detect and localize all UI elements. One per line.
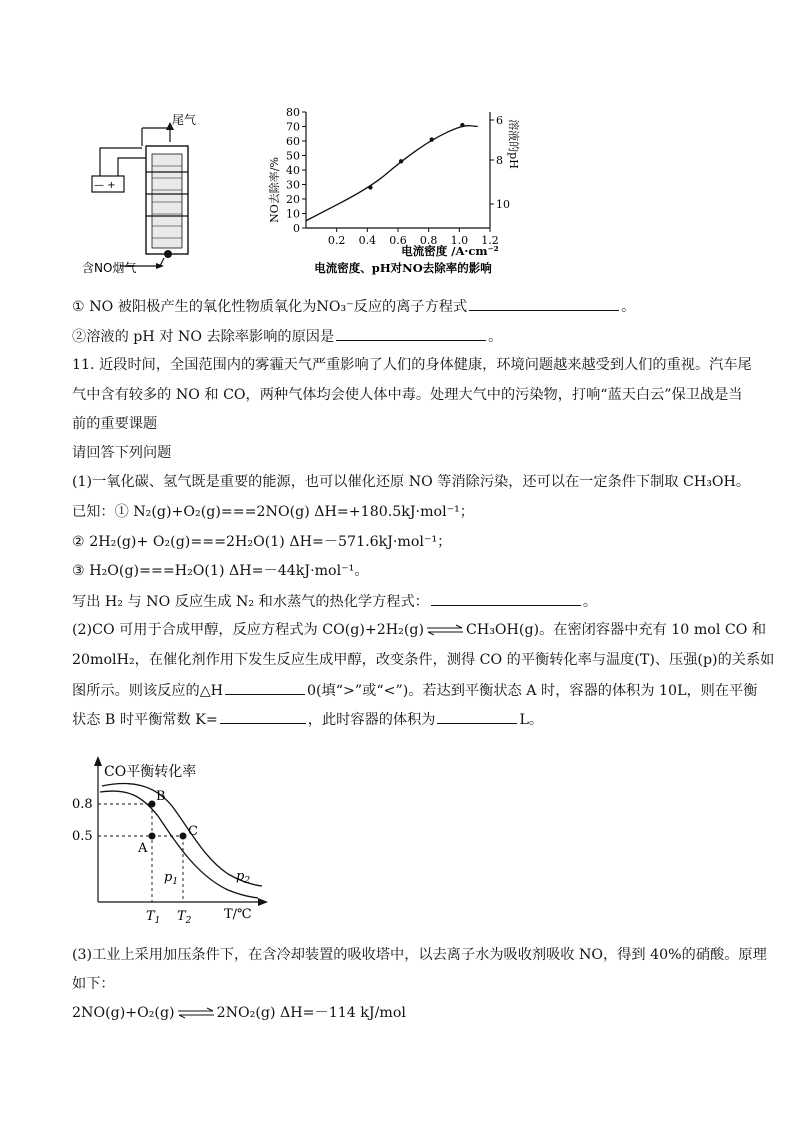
x-tick-label: 1.0: [450, 234, 469, 247]
y-tick-label: 0.5: [72, 829, 93, 844]
x-axis-title: T/℃: [224, 907, 252, 922]
answer-blank-2[interactable]: [336, 326, 486, 341]
part3-line-b: 如下：: [72, 976, 115, 992]
y-axis-arrow-icon: [94, 756, 102, 766]
x-tick-label: 0.8: [419, 234, 438, 247]
x-tick-t2: $T_2$: [177, 909, 192, 926]
y-tick-label: 0.8: [72, 797, 93, 812]
y-left-tick-label: 70: [286, 120, 300, 134]
part3-line-a: (3)工业上采用加压条件下，在含冷却装置的吸收塔中，以去离子水为吸收剂吸收 NO，得到 40%的硝酸。原理: [72, 947, 767, 963]
sub-question-2: [72, 326, 502, 347]
equation-4: [72, 1003, 406, 1023]
y-left-tick-label: 0: [293, 222, 300, 235]
q11-intro-2: 气中含有较多的 NO 和 CO，两种气体均会使人体中毒。处理大气中的污染物，打响“蓝天白云”保卫战是当: [72, 387, 743, 403]
point-b: [149, 801, 156, 808]
y-right-tick-label: 6: [496, 114, 503, 127]
part2-d-text2: ，此时容器的体积为: [307, 712, 436, 728]
sub-question-1-text: ① NO 被阳极产生的氧化性物质氧化为NO₃⁻反应的离子方程式: [72, 299, 468, 315]
y-left-tick-label: 20: [286, 193, 300, 206]
y-right-tick-label: 10: [496, 198, 510, 211]
equation-4-rhs: 2NO₂(g) ΔH=－114 kJ/mol: [216, 1005, 406, 1021]
x-tick-t1: $T_1$: [146, 909, 161, 926]
y-left-tick-label: 30: [286, 178, 300, 192]
y-right-axis-title: 溶液的pH: [507, 119, 520, 169]
equilibrium-arrow-icon: [177, 1007, 215, 1019]
point-c: [180, 833, 187, 840]
sub-question-1: [72, 296, 635, 317]
equilibrium-arrow-icon: [426, 624, 464, 636]
part2-d-text3: L。: [519, 712, 544, 728]
part1-line: (1)一氧化碳、氢气既是重要的能源，也可以催化还原 NO 等消除污染，还可以在一定条件下制取 CH₃OH。: [72, 474, 751, 490]
y-left-tick-label: 10: [286, 207, 300, 221]
part2-c-text2: 0(填“>”或“<”)。若达到平衡状态 A 时，容器的体积为 10L，则在平衡: [306, 683, 758, 699]
data-point: [430, 137, 434, 141]
period: 。: [582, 594, 598, 610]
part2-line-d: [72, 709, 543, 730]
period: 。: [488, 329, 503, 345]
y-right-tick-label: 8: [496, 154, 503, 167]
part1-ask-text: 写出 H₂ 与 NO 反应生成 N₂ 和水蒸气的热化学方程式：: [72, 594, 429, 610]
y-left-axis-title: NO去除率/%: [268, 157, 281, 223]
x-tick-label: 0.6: [389, 234, 407, 247]
curve-p1-label: $p_1$: [164, 870, 179, 887]
curve-p1: [100, 791, 258, 898]
q11-intro-3: 前的重要课题: [72, 416, 158, 432]
y-left-tick-label: 40: [286, 164, 300, 177]
y-left-tick-label: 50: [286, 149, 300, 163]
x-axis-arrow-icon: [258, 898, 268, 906]
equation-4-lhs: 2NO(g)+O₂(g): [72, 1005, 175, 1021]
part2-c-text1: 图所示。则该反应的△H: [72, 683, 223, 699]
data-point: [460, 123, 464, 127]
period: 。: [621, 299, 636, 315]
apparatus-diagram: [80, 106, 230, 276]
reaction-lhs: (2)CO 可用于合成甲醇，反应方程式为 CO(g)+2H₂(g): [72, 622, 424, 638]
no-removal-curve: [306, 126, 478, 221]
part2-line-a: [72, 620, 766, 640]
exhaust-label: 尾气: [172, 113, 197, 127]
part1-ask: [72, 591, 597, 612]
data-point: [368, 185, 372, 189]
curve-p2-label: $p_2$: [236, 869, 251, 886]
answer-blank-5[interactable]: [220, 709, 306, 724]
x-tick-label: 1.2: [481, 234, 499, 247]
equation-1: 已知：① N₂(g)+O₂(g)===2NO(g) ΔH=+180.5kJ·mol⁻¹；: [72, 504, 474, 520]
x-tick-label: 0.2: [327, 234, 346, 247]
answer-blank-4[interactable]: [225, 680, 305, 695]
equation-2: ② 2H₂(g)+ O₂(g)===2H₂O(1) ΔH=－571.6kJ·mol⁻¹；: [72, 534, 452, 550]
y-left-tick-label: 60: [286, 135, 300, 148]
chart-caption: 电流密度、pH对NO去除率的影响: [314, 261, 492, 275]
point-b-label: B: [156, 789, 166, 804]
part2-line-c: [72, 680, 757, 701]
equation-3: ③ H₂O(g)===H₂O(1) ΔH=－44kJ·mol⁻¹。: [72, 563, 369, 579]
x-tick-label: 0.4: [358, 234, 377, 247]
answer-blank-6[interactable]: [437, 709, 517, 724]
prompt-line: 请回答下列问题: [72, 445, 172, 461]
y-left-tick-label: 80: [286, 106, 300, 119]
x-axis-title: 电流密度 /A·cm⁻²: [401, 244, 499, 258]
reaction-rhs: CH₃OH(g)。在密闭容器中充有 10 mol CO 和: [466, 622, 767, 638]
y-axis-title: CO平衡转化率: [104, 764, 197, 780]
part2-line-b: 20molH₂，在催化剂作用下发生反应生成甲醇，改变条件，测得 CO 的平衡转化率与温度(T)、压强(p)的关系如: [72, 652, 775, 668]
q11-intro-1: 11. 近段时间，全国范围内的雾霾天气严重影响了人们的身体健康，环境问题越来越受到人们的重视。汽车尾: [72, 357, 752, 373]
battery-label: — +: [94, 180, 116, 191]
sub-question-2-text: ②溶液的 pH 对 NO 去除率影响的原因是: [72, 329, 335, 345]
point-a: [149, 833, 156, 840]
co-conversion-chart: [68, 754, 278, 926]
no-removal-chart: [258, 98, 518, 278]
part2-d-text1: 状态 B 时平衡常数 K=: [72, 712, 218, 728]
answer-blank-1[interactable]: [469, 296, 619, 311]
point-a-label: A: [138, 841, 148, 856]
point-c-label: C: [188, 824, 198, 839]
answer-blank-3[interactable]: [431, 591, 581, 606]
flue-gas-label: 含NO烟气: [82, 261, 137, 275]
data-point: [399, 159, 403, 163]
